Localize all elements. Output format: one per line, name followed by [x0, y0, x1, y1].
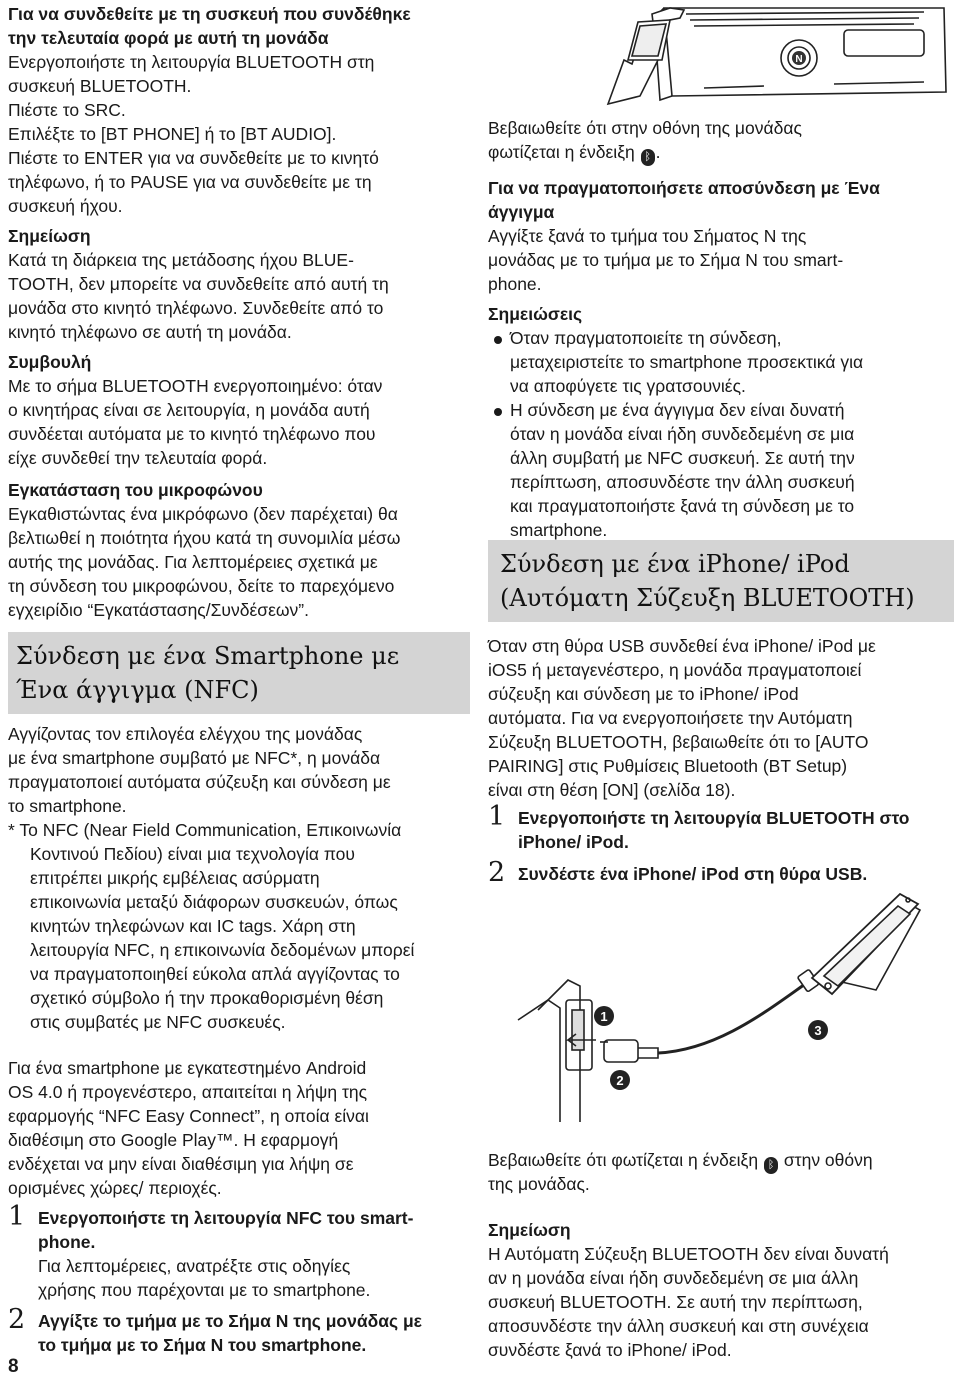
mic-text: αυτής της μονάδας. Για λεπτομέρειες σχετικά με	[8, 552, 378, 572]
note-text: TOOTH, δεν μπορείτε να συνδεθείτε από αυτή τη	[8, 274, 389, 294]
disconnect-heading: άγγιγμα	[488, 202, 555, 222]
step-heading: Ενεργοποιήστε τη λειτουργία NFC του smart-	[38, 1208, 414, 1228]
note-text: αποσυνδέστε την άλλη συσκευή και στη συνέχεια	[488, 1316, 869, 1336]
usb-plug	[604, 1040, 638, 1062]
nfc-text: το smartphone.	[8, 796, 127, 816]
callout-3: 3	[814, 1023, 822, 1038]
mic-text: βελτιωθεί η ποιότητα ήχου κατά τη συνομιλία μέσω	[8, 528, 401, 548]
android-text: OS 4.0 ή προγενέστερο, απαιτείται η λήψη της	[8, 1082, 368, 1102]
step-text: Για λεπτομέρειες, ανατρέξτε στις οδηγίες	[38, 1256, 351, 1276]
usb-cable	[658, 982, 808, 1053]
android-text: διαθέσιμη στο Google Play™. Η εφαρμογή	[8, 1130, 339, 1150]
body-text: τηλέφωνο, ή το PAUSE για να συνδεθείτε με τη	[8, 172, 372, 192]
footnote: σχετικό σύμβολο ή την προκαθορισμένη θέση	[30, 988, 384, 1008]
tip-text: ο κινητήρας είναι σε λειτουργία, η μονάδα αυτή	[8, 400, 370, 420]
confirm2-text-line: Βεβαιωθείτε ότι φωτίζεται η ένδειξη ᛒ στην οθόνη	[488, 1148, 873, 1174]
callout-1: 1	[600, 1009, 608, 1024]
bullet-icon	[494, 408, 502, 416]
iphone-text: Όταν στη θύρα USB συνδεθεί ένα iPhone/ iPod με	[488, 636, 876, 656]
step-heading: το τμήμα με το Σήμα N του smartphone.	[38, 1335, 367, 1355]
note-item: Όταν πραγματοποιείτε τη σύνδεση,	[510, 328, 782, 348]
step-heading: phone.	[38, 1232, 96, 1252]
note-item: άλλη συμβατή με NFC συσκευή. Σε αυτή την	[510, 448, 855, 468]
note-item: όταν η μονάδα είναι ήδη συνδεδεμένη σε μια	[510, 424, 855, 444]
footnote: να πραγματοποιηθεί εύκολα απλά αγγίζοντας το	[30, 964, 400, 984]
nfc-text: με ένα smartphone συμβατό με NFC*, η μονάδα	[8, 748, 381, 768]
mic-text: τη σύνδεση του μικροφώνου, δείτε το παρεχόμενο	[8, 576, 395, 596]
step-number: 2	[8, 1304, 26, 1335]
body-text: Πιέστε το ENTER για να συνδεθείτε με το κινητό	[8, 148, 379, 168]
iphone-text: Σύζευξη BLUETOOTH, βεβαιωθείτε ότι το [AUTO	[488, 732, 869, 752]
callout-2: 2	[616, 1073, 624, 1088]
step-heading: Συνδέστε ένα iPhone/ iPod στη θύρα USB.	[518, 864, 868, 884]
note-item: να αποφύγετε τις γρατσουνιές.	[510, 376, 746, 396]
iphone-usb-illustration	[508, 890, 928, 1122]
footnote: επιτρέπει μικρής εμβέλειας ασύρματη	[30, 868, 320, 888]
footnote: λειτουργία NFC, η επικοινωνία δεδομένων μπορεί	[30, 940, 415, 960]
nfc-touch-illustration	[594, 0, 954, 110]
nfc-text: πραγματοποιεί αυτόματα σύζευξη και σύνδεση με	[8, 772, 391, 792]
step-number: 1	[8, 1201, 26, 1232]
iphone-section-title: Σύνδεση με ένα iPhone/ iPod	[500, 550, 850, 578]
note-text: κινητό τηλέφωνο σε αυτή τη μονάδα.	[8, 322, 292, 342]
body-text: Πιέστε το SRC.	[8, 100, 126, 120]
nfc-mark-label: N	[795, 54, 803, 65]
note-item: smartphone.	[510, 520, 608, 540]
note-text: συσκευή BLUETOOTH. Σε αυτή την περίπτωση,	[488, 1292, 863, 1312]
note-item: και πραγματοποιήστε ξανά τη σύνδεση με το	[510, 496, 855, 516]
step-number: 1	[488, 801, 506, 832]
android-text: ορισμένες χώρες/ περιοχές.	[8, 1178, 222, 1198]
iphone-text: PAIRING] στις Ρυθμίσεις Bluetooth (BT Setup)	[488, 756, 848, 776]
nfc-section-title: Σύνδεση με ένα Smartphone με	[16, 642, 400, 670]
confirm-text-line: φωτίζεται η ένδειξη ᛒ .	[488, 140, 661, 166]
android-text: εφαρμογής “NFC Easy Connect”, η οποία είναι	[8, 1106, 369, 1126]
body-text: συσκευή ήχου.	[8, 196, 123, 216]
body-text: Επιλέξτε το [BT PHONE] ή το [BT AUDIO].	[8, 124, 337, 144]
note-heading: Σημείωση	[8, 226, 91, 246]
unit-display	[844, 30, 924, 56]
bluetooth-icon: ᛒ	[641, 149, 655, 166]
note-item: περίπτωση, αποσυνδέστε την άλλη συσκευή	[510, 472, 855, 492]
iphone-text: σύζευξη και σύνδεση με το iPhone/ iPod	[488, 684, 799, 704]
step-heading: Αγγίξτε το τμήμα με το Σήμα N της μονάδας με	[38, 1311, 422, 1331]
mic-text: Εγκαθιστώντας ένα μικρόφωνο (δεν παρέχεται) θα	[8, 504, 398, 524]
bluetooth-icon: ᛒ	[764, 1157, 778, 1174]
mic-text: εγχειρίδιο “Εγκατάστασης/Συνδέσεων”.	[8, 600, 309, 620]
step-heading: Ενεργοποιήστε τη λειτουργία BLUETOOTH στο	[518, 808, 910, 828]
page-number: 8	[8, 1356, 19, 1377]
tip-heading: Συμβουλή	[8, 352, 92, 372]
body-text: συσκευή BLUETOOTH.	[8, 76, 192, 96]
footnote: Κοντινού Πεδίου) είναι μια τεχνολογία που	[30, 844, 355, 864]
body-text: Ενεργοποιήστε τη λειτουργία BLUETOOTH στη	[8, 52, 375, 72]
confirm2-text: της μονάδας.	[488, 1174, 590, 1194]
note-item: μεταχειριστείτε το smartphone προσεκτικά για	[510, 352, 864, 372]
iphone-text: iOS5 ή μεταγενέστερο, η μονάδα πραγματοποιεί	[488, 660, 862, 680]
mic-heading: Εγκατάσταση του μικροφώνου	[8, 480, 263, 500]
tip-text: Με το σήμα BLUETOOTH ενεργοποιημένο: όταν	[8, 376, 383, 396]
tip-text: είχε συνδεθεί την τελευταία φορά.	[8, 448, 268, 468]
tip-text: συνδέεται αυτόματα με το κινητό τηλέφωνο που	[8, 424, 376, 444]
footnote: στις συμβατές με NFC συσκευές.	[30, 1012, 286, 1032]
iphone-text: είναι στη θέση [ON] (σελίδα 18).	[488, 780, 736, 800]
step-number: 2	[488, 857, 506, 888]
car-unit-edge	[538, 980, 580, 1122]
iphone-text: αυτόματα. Για να ενεργοποιήσετε την Αυτόματη	[488, 708, 853, 728]
nfc-section-title: Ένα άγγιγμα (NFC)	[16, 676, 259, 704]
android-text: ενδέχεται να μην είναι διαθέσιμη για λήψη σε	[8, 1154, 354, 1174]
step-text: χρήσης που παρέχονται με το smartphone.	[38, 1280, 371, 1300]
note-text: Η Αυτόματη Σύζευξη BLUETOOTH δεν είναι δυνατή	[488, 1244, 889, 1264]
heading-reconnect: την τελευταία φορά με αυτή τη μονάδα	[8, 28, 329, 48]
note-text: μονάδα στο κινητό τηλέφωνο. Συνδεθείτε από το	[8, 298, 384, 318]
disconnect-text: phone.	[488, 274, 542, 294]
note-text: συνδέστε ξανά το iPhone/ iPod.	[488, 1340, 732, 1360]
android-text: Για ένα smartphone με εγκατεστημένο Android	[8, 1058, 367, 1078]
bullet-icon	[494, 336, 502, 344]
nfc-text: Αγγίζοντας τον επιλογέα ελέγχου της μονάδας	[8, 724, 363, 744]
disconnect-text: Αγγίξτε ξανά το τμήμα του Σήματος N της	[488, 226, 807, 246]
notes-heading: Σημειώσεις	[488, 304, 583, 324]
heading-reconnect: Για να συνδεθείτε με τη συσκευή που συνδέθηκε	[8, 4, 411, 24]
step-heading: iPhone/ iPod.	[518, 832, 629, 852]
disconnect-text: μονάδας με το τμήμα με το Σήμα N του smart-	[488, 250, 844, 270]
disconnect-heading: Για να πραγματοποιήσετε αποσύνδεση με Ένα	[488, 178, 880, 198]
note-heading: Σημείωση	[488, 1220, 571, 1240]
footnote: επικοινωνία μεταξύ διάφορων συσκευών, όπως	[30, 892, 398, 912]
iphone-section-title: (Αυτόματη Σύζευξη BLUETOOTH)	[500, 584, 915, 612]
note-item: Η σύνδεση με ένα άγγιγμα δεν είναι δυνατή	[510, 400, 845, 420]
footnote: * Το NFC (Near Field Communication, Επικοινωνία	[8, 820, 402, 840]
footnote: κινητών τηλεφώνων και IC tags. Χάρη στη	[30, 916, 356, 936]
note-text: αν η μονάδα είναι ήδη συνδεδεμένη σε μια άλλη	[488, 1268, 859, 1288]
note-text: Κατά τη διάρκεια της μετάδοσης ήχου BLUE-	[8, 250, 354, 270]
confirm-text: Βεβαιωθείτε ότι στην οθόνη της μονάδας	[488, 118, 802, 138]
